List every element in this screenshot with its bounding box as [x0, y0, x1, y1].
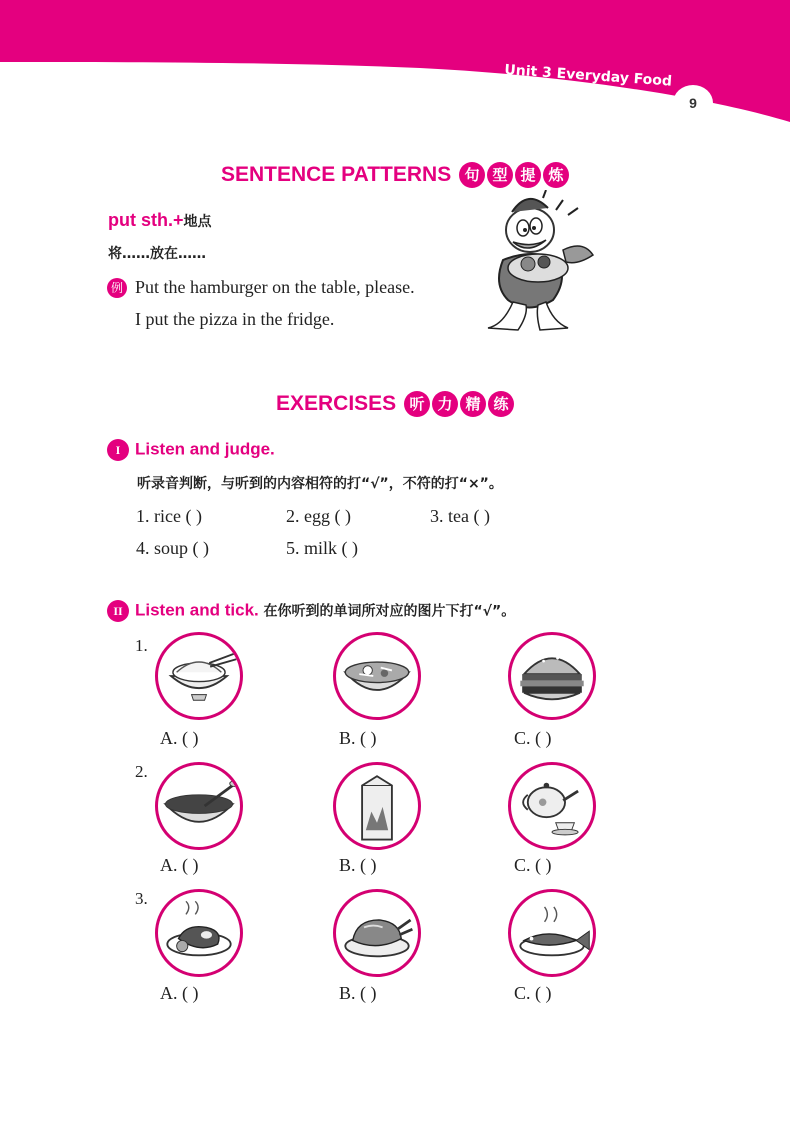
option-label[interactable]: B. ( )	[339, 728, 377, 748]
title-cn-char: 精	[460, 391, 486, 417]
teapot-icon[interactable]	[508, 762, 596, 850]
example-sentence: I put the pizza in the fridge.	[135, 309, 335, 329]
sentence-pattern	[108, 210, 212, 231]
option-label[interactable]: C. ( )	[514, 728, 552, 748]
pattern-meaning: 将……放在……	[108, 246, 206, 262]
soup-bowl-icon[interactable]	[333, 632, 421, 720]
title-cn-char: 句	[459, 162, 485, 188]
exercise-1-number: I	[107, 439, 129, 461]
example-badge: 例	[107, 278, 127, 298]
roast-chicken-icon[interactable]	[333, 889, 421, 977]
example-sentence: Put the hamburger on the table, please.	[135, 277, 415, 297]
title-cn-char: 型	[487, 162, 513, 188]
pattern-cn: 地点	[183, 214, 212, 230]
page-number: 9	[689, 95, 697, 111]
porridge-icon[interactable]	[155, 762, 243, 850]
option-label[interactable]: B. ( )	[339, 855, 377, 875]
steak-icon[interactable]	[155, 889, 243, 977]
option-label[interactable]: A. ( )	[160, 855, 199, 875]
option-label[interactable]: B. ( )	[339, 983, 377, 1003]
exercises-title	[0, 391, 790, 417]
title-cn-char: 练	[488, 391, 514, 417]
sentence-patterns-title	[0, 162, 790, 188]
header-banner	[0, 0, 790, 140]
unit-title: Unit 3 Everyday Food	[503, 62, 673, 90]
option-label[interactable]: C. ( )	[514, 983, 552, 1003]
row-number: 1.	[135, 636, 148, 655]
exercise-1-title	[107, 439, 275, 461]
judge-item: 1. rice ( )	[136, 506, 202, 526]
exercise-1-heading: Listen and judge.	[135, 439, 275, 459]
fish-dish-icon[interactable]	[508, 889, 596, 977]
title-cn-char: 炼	[543, 162, 569, 188]
judge-item: 2. egg ( )	[286, 506, 351, 526]
exercise-2-instruction: 在你听到的单词所对应的图片下打“√”。	[263, 603, 516, 620]
exercise-2-number: II	[107, 600, 129, 622]
exercises-title-en: EXERCISES	[275, 392, 397, 415]
judge-item: 5. milk ( )	[286, 538, 358, 558]
milk-carton-icon[interactable]	[333, 762, 421, 850]
row-number: 2.	[135, 762, 148, 781]
exercise-2-heading: Listen and tick.	[135, 600, 259, 620]
judge-item: 3. tea ( )	[430, 506, 490, 526]
exercise-2-title	[107, 600, 515, 622]
donald-duck-illustration	[468, 190, 608, 335]
title-cn-char: 提	[515, 162, 541, 188]
option-label[interactable]: C. ( )	[514, 855, 552, 875]
pattern-en: put sth.+	[108, 210, 184, 230]
hamburger-icon[interactable]	[508, 632, 596, 720]
sentence-patterns-title-en: SENTENCE PATTERNS	[220, 163, 452, 186]
option-label[interactable]: A. ( )	[160, 728, 199, 748]
judge-item: 4. soup ( )	[136, 538, 209, 558]
title-cn-char: 听	[404, 391, 430, 417]
option-label[interactable]: A. ( )	[160, 983, 199, 1003]
row-number: 3.	[135, 889, 148, 908]
rice-bowl-icon[interactable]	[155, 632, 243, 720]
exercise-1-instruction: 听录音判断，与听到的内容相符的打“√”，不符的打“×”。	[137, 476, 503, 492]
title-cn-char: 力	[432, 391, 458, 417]
